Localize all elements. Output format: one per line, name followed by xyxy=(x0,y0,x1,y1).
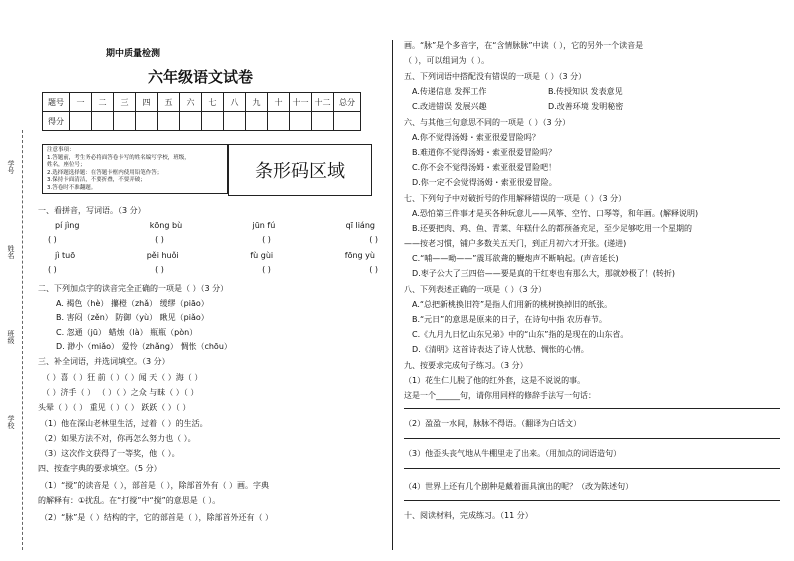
q3-sentence: （1）他在深山老林里生活，过着（ ）的生活。 xyxy=(40,419,208,428)
score-input-cell[interactable] xyxy=(70,112,92,131)
pinyin: kōng bù xyxy=(149,221,183,230)
q9-item: （1）花生仁儿脱了他的红外套，这是不说说的事。 xyxy=(404,376,586,385)
q8-heading: 八、下列表述正确的一项是（ ）（3 分） xyxy=(404,285,547,294)
score-input-cell[interactable] xyxy=(158,112,180,131)
q2-option-a[interactable]: A. 褐色（hè） 攥橙（zhǎ） 缓缪（piāo） xyxy=(56,299,209,308)
score-table xyxy=(42,92,361,131)
score-input-cell[interactable] xyxy=(114,112,136,131)
score-input-cell[interactable] xyxy=(224,112,246,131)
q6-option-c[interactable]: C.你不会不觉得汤姆・索亚很爱冒险吧！ xyxy=(412,163,557,172)
score-input-cell[interactable] xyxy=(92,112,114,131)
q8-option-a[interactable]: A.“总把新桃换旧符”是指人们用新的桃树换掉旧的纸张。 xyxy=(412,300,613,309)
q9-item: 这是一个______句，请你用同样的修辞手法写一句话： xyxy=(404,391,596,400)
q6-heading: 六、与其他三句意思不同的一项是（ ）（3 分） xyxy=(404,118,571,127)
side-label-xuexiao: 学校 xyxy=(7,415,15,429)
score-input-cell[interactable] xyxy=(334,112,361,131)
q3-heading: 三、补全词语，并选词填空。（3 分） xyxy=(38,357,170,366)
q2-option-b[interactable]: B. 害闷（zěn） 防御（yù） 瞅见（piǎo） xyxy=(56,313,209,322)
q9-item: （3）他歪头丧气地从牛棚里走了出来。（用加点的词语造句） xyxy=(404,449,622,458)
column-divider xyxy=(392,40,393,550)
answer-row-2[interactable]: ( ) ( ) ( ) ( ) xyxy=(48,265,378,274)
score-header-row xyxy=(43,93,361,112)
q3-row[interactable]: （ ）喜（ ）狂 前（ ）（ ）闻 天（ ）海（ ） xyxy=(42,373,203,382)
page-title: 六年级语文试卷 xyxy=(148,68,254,86)
score-cell: 十 xyxy=(268,93,290,112)
score-cell: 二 xyxy=(92,93,114,112)
q9-item: （4）世界上还有几个剧种是戴着面具演出的呢？（改为陈述句） xyxy=(404,482,634,491)
pinyin-row-2 xyxy=(55,251,375,260)
score-input-cell[interactable] xyxy=(312,112,334,131)
pinyin: pí jìng xyxy=(55,221,80,230)
q3-sentence: （2）如果方法不对，你再怎么努力也（ ）。 xyxy=(40,434,196,443)
pinyin: pěi huǒi xyxy=(146,251,179,260)
score-cell: 十一 xyxy=(290,93,312,112)
score-input-cell[interactable] xyxy=(136,112,158,131)
answer-row-1[interactable]: ( ) ( ) ( ) ( ) xyxy=(48,235,378,244)
q4-continued: 画。“脉”是个多音字，在“含情脉脉”中读（ ），它的另外一个读音是 xyxy=(404,41,644,50)
q5-option-b[interactable]: B.传授知识 发表意见 xyxy=(548,87,623,96)
q4-line: （1）“搅”的读音是（ ），部首是（ ），除部首外有（ ）画。字典 xyxy=(40,481,270,490)
notice-line: 2.选择题选择题：在答题卡框内使用铅笔作答； xyxy=(47,169,163,176)
q10-heading: 十、阅读材料，完成练习。（11 分） xyxy=(404,511,533,520)
q3-sentence: （3）这次作文获得了一等奖，他（ ）。 xyxy=(40,449,180,458)
q5-option-c[interactable]: C.改进错误 发展兴趣 xyxy=(412,102,487,111)
notice-line: 3.保持卡面清洁，不要折叠，不要弄破； xyxy=(47,177,146,183)
q7-option-b-cont: ——按老习惯，铺户多数关五天门，到正月初六才开张。(递进) xyxy=(404,239,627,248)
pinyin-row-1 xyxy=(55,221,375,230)
notice-heading: 注意事项： xyxy=(47,147,75,153)
q1-heading: 一、看拼音，写词语。（3 分） xyxy=(38,206,146,215)
q4-line: （2）“脉”是（ ）结构的字，它的部首是（ ），除部首外还有（ ） xyxy=(40,513,274,522)
q7-option-a[interactable]: A.恐怕第三件事才是买各种玩意儿——风筝、空竹、口琴等，和年画。(解释说明) xyxy=(412,209,699,218)
score-cell: 八 xyxy=(224,93,246,112)
pinyin: fōng yù xyxy=(344,251,375,260)
q9-item: （2）盈盈一水间，脉脉不得语。（翻译为白话文） xyxy=(404,419,582,428)
q7-option-d[interactable]: D.枣子公大了三四倍——要是真的干红枣也有那么大，那就妙极了！(转折) xyxy=(412,269,675,278)
q7-heading: 七、下列句子中对破折号的作用解释错误的一项是（ ）（3 分） xyxy=(404,194,627,203)
binding-line xyxy=(22,130,23,550)
score-cell: 四 xyxy=(136,93,158,112)
notice-line: 1.答题前，考生务必将面答卷卡写的姓名编写学校，班级， xyxy=(47,154,190,161)
notice-line: 3.答卷时不准翻题。 xyxy=(47,184,97,191)
pinyin: qī liáng xyxy=(345,221,375,230)
q2-heading: 二、下列加点字的读音完全正确的一项是（ ）（3 分） xyxy=(38,284,229,293)
score-cell: 五 xyxy=(158,93,180,112)
q6-option-a[interactable]: A.你不觉得汤姆・索亚很爱冒险吗？ xyxy=(412,133,540,142)
q6-option-d[interactable]: D.你一定不会觉得汤姆・索亚很爱冒险。 xyxy=(412,178,557,187)
score-input-cell[interactable] xyxy=(246,112,268,131)
q7-option-b[interactable]: B.还要把肉、鸡、鱼、青菜、年糕什么的都预备充足，至少足够吃用一个星期的 xyxy=(412,224,693,233)
score-input-cell[interactable] xyxy=(202,112,224,131)
q5-heading: 五、下列词语中搭配没有错误的一项是（ ）（3 分） xyxy=(404,72,587,81)
exam-label: 期中质量检测 xyxy=(106,49,161,59)
score-cell: 九 xyxy=(246,93,268,112)
barcode-area: 条形码区域 xyxy=(228,144,372,196)
score-cell: 六 xyxy=(180,93,202,112)
notice-box xyxy=(42,144,228,194)
answer-line[interactable] xyxy=(404,438,780,439)
side-label-banji: 班级 xyxy=(7,330,15,344)
q2-option-c[interactable]: C. 忽通（jū） 蜡烛（là） 瓶瓶（pòn） xyxy=(56,328,198,337)
score-cell: 十二 xyxy=(312,93,334,112)
score-input-cell[interactable] xyxy=(268,112,290,131)
score-cell: 题号 xyxy=(43,93,70,112)
answer-line[interactable] xyxy=(404,500,780,501)
pinyin: jūn fú xyxy=(252,221,276,230)
q9-heading: 九、按要求完成句子练习。（3 分） xyxy=(404,361,528,370)
q7-option-c[interactable]: C.“哺——呦——”震耳欲聋的鞭炮声不断响起。(声音延长) xyxy=(412,254,619,263)
q4-line: 的解释有：①扰乱。在“打搅”中“搅”的意思是（ ）。 xyxy=(38,496,221,505)
q8-option-b[interactable]: B.“元日”的意思是原来的日子，在诗句中指 农历春节。 xyxy=(412,315,607,324)
q8-option-c[interactable]: C.《九月九日忆山东兄弟》中的“山东”指的是现在的山东省。 xyxy=(412,330,629,339)
side-label-xuehao: 学号 xyxy=(7,160,15,174)
q2-option-d[interactable]: D. 渺小（miǎo） 爱怜（zhǎng） 惆怅（chōu） xyxy=(56,342,232,351)
score-value-row xyxy=(43,112,361,131)
q5-option-a[interactable]: A.传递信息 发挥工作 xyxy=(412,87,487,96)
answer-line[interactable] xyxy=(404,468,780,469)
q5-option-d[interactable]: D.改善环境 发明秘密 xyxy=(548,102,624,111)
pinyin: fù gùi xyxy=(250,251,274,260)
q4-heading: 四、按查字典的要求填空。（5 分） xyxy=(38,464,162,473)
score-cell: 得分 xyxy=(43,112,70,131)
q6-option-b[interactable]: B.难道你不觉得汤姆・索亚很爱冒险吗？ xyxy=(412,148,557,157)
q8-option-d[interactable]: D.《清明》这首诗表达了诗人忧愁、惆怅的心情。 xyxy=(412,345,589,354)
pinyin: jì tuō xyxy=(55,251,76,260)
answer-line[interactable] xyxy=(404,408,780,409)
score-cell: 一 xyxy=(70,93,92,112)
notice-line: 姓名，座位号； xyxy=(47,162,86,168)
score-cell: 总分 xyxy=(334,93,361,112)
q3-row[interactable]: （ ）济手（ ） （ ）（ ）之众 与昧（ ）（ ） xyxy=(42,388,199,397)
q3-row[interactable]: 头晕（ ）（ ） 重见（ ）（ ） 跃跃（ ）（ ） xyxy=(38,403,191,412)
score-cell: 七 xyxy=(202,93,224,112)
q4-continued: （ ），可以组词为（ ）。 xyxy=(404,56,490,65)
side-label-xingming: 姓名 xyxy=(7,245,15,259)
score-input-cell[interactable] xyxy=(290,112,312,131)
score-input-cell[interactable] xyxy=(180,112,202,131)
score-cell: 三 xyxy=(114,93,136,112)
